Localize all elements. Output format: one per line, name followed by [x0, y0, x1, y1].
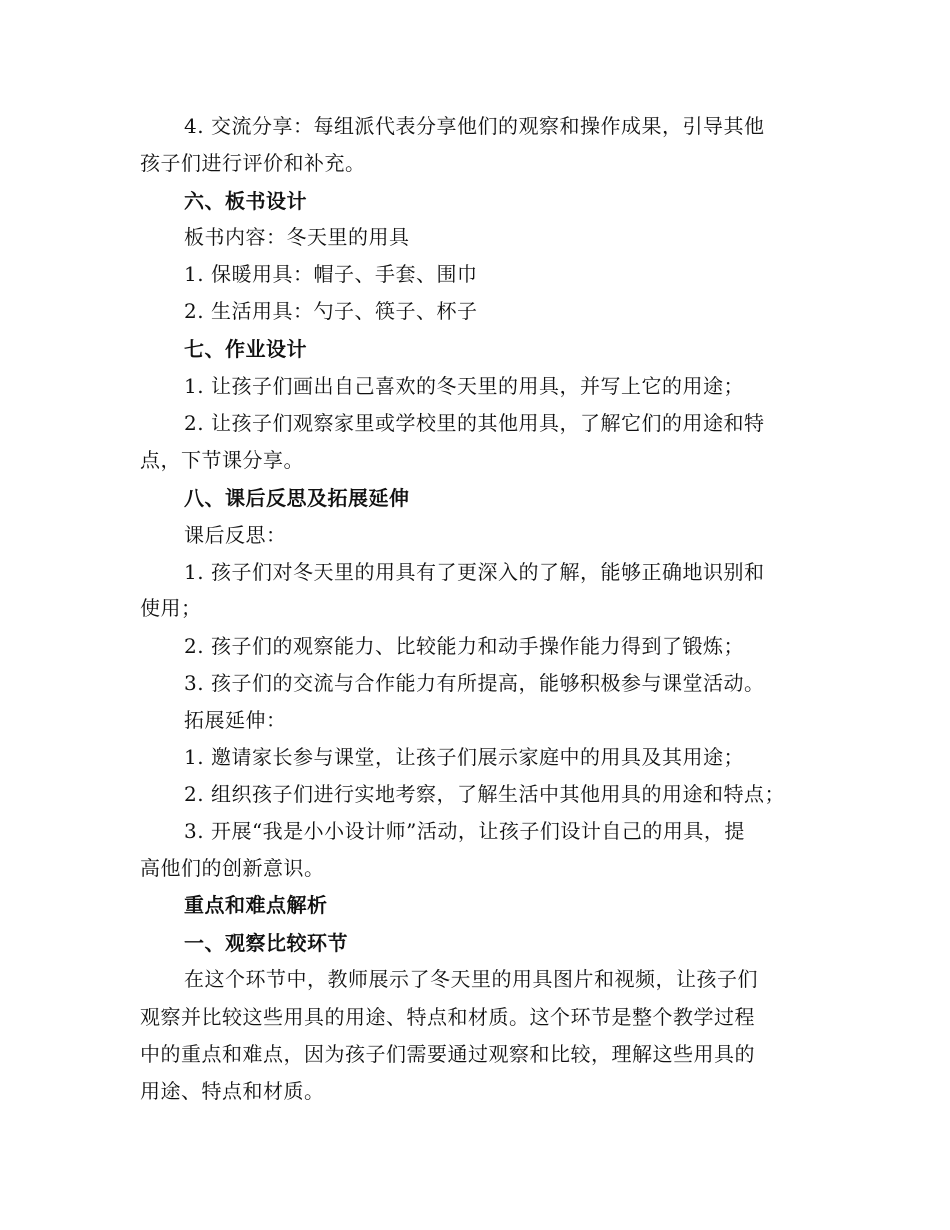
- section-heading-homework: 七、作业设计: [184, 337, 307, 361]
- board-item-2: 2. 生活用具：勺子、筷子、杯子: [184, 299, 478, 323]
- extension-item-2: 2. 组织孩子们进行实地考察，了解生活中其他用具的用途和特点；: [184, 782, 785, 806]
- step-4-line-2: 孩子们进行评价和补充。: [140, 151, 366, 175]
- board-content-line: 板书内容：冬天里的用具: [184, 225, 410, 249]
- extension-item-1: 1. 邀请家长参与课堂，让孩子们展示家庭中的用具及其用途；: [184, 745, 744, 769]
- reflection-item-2: 2. 孩子们的观察能力、比较能力和动手操作能力得到了锻炼；: [184, 634, 744, 658]
- board-item-1: 1. 保暖用具：帽子、手套、围巾: [184, 262, 478, 286]
- section-heading-board-design: 六、板书设计: [184, 189, 307, 213]
- analysis-paragraph-line-1: 在这个环节中，教师展示了冬天里的用具图片和视频，让孩子们: [184, 967, 758, 991]
- subheading-observation: 一、观察比较环节: [184, 931, 348, 955]
- step-4-line-1: 4. 交流分享：每组派代表分享他们的观察和操作成果，引导其他: [184, 114, 765, 138]
- analysis-paragraph-line-4: 用途、特点和材质。: [140, 1079, 325, 1103]
- reflection-item-1-line-2: 使用；: [140, 596, 202, 620]
- homework-item-2-line-2: 点，下节课分享。: [140, 448, 304, 472]
- homework-item-2-line-1: 2. 让孩子们观察家里或学校里的其他用具，了解它们的用途和特: [184, 411, 765, 435]
- homework-item-1: 1. 让孩子们画出自己喜欢的冬天里的用具，并写上它的用途；: [184, 374, 744, 398]
- analysis-paragraph-line-2: 观察并比较这些用具的用途、特点和材质。这个环节是整个教学过程: [140, 1005, 755, 1029]
- section-heading-key-points: 重点和难点解析: [184, 893, 328, 917]
- reflection-item-3: 3. 孩子们的交流与合作能力有所提高，能够积极参与课堂活动。: [184, 671, 765, 695]
- extension-item-3-line-1: 3. 开展“我是小小设计师”活动，让孩子们设计自己的用具，提: [184, 819, 745, 843]
- reflection-label: 课后反思：: [184, 523, 287, 547]
- analysis-paragraph-line-3: 中的重点和难点，因为孩子们需要通过观察和比较，理解这些用具的: [140, 1042, 755, 1066]
- extension-label: 拓展延伸：: [184, 708, 287, 732]
- section-heading-reflection: 八、课后反思及拓展延伸: [184, 486, 410, 510]
- extension-item-3-line-2: 高他们的创新意识。: [140, 856, 325, 880]
- reflection-item-1-line-1: 1. 孩子们对冬天里的用具有了更深入的了解，能够正确地识别和: [184, 560, 765, 584]
